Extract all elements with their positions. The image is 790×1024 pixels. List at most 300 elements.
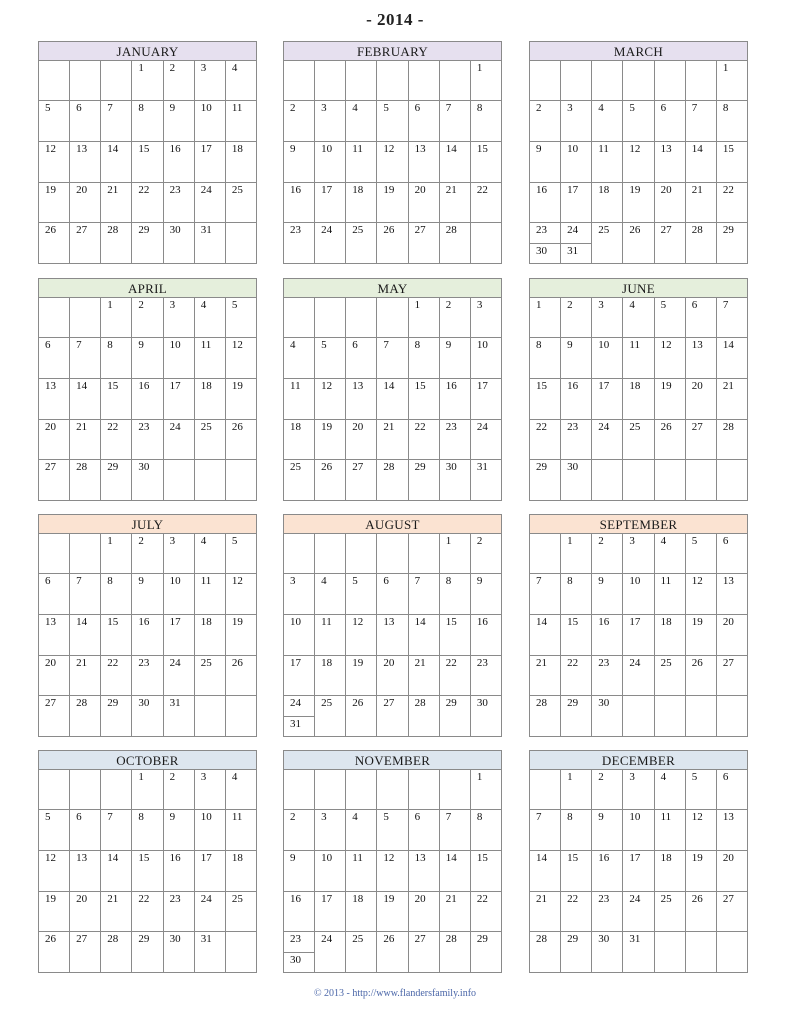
day-number: 20 — [76, 184, 88, 196]
month-header: DECEMBER — [529, 750, 748, 770]
day-cell — [561, 338, 592, 379]
day-number: 6 — [76, 811, 82, 823]
day-cell — [39, 534, 70, 574]
day-cell — [284, 932, 315, 973]
day-number: 16 — [169, 143, 181, 155]
day-number: 8 — [536, 339, 542, 351]
month-december — [529, 750, 748, 973]
day-number: 14 — [445, 143, 457, 155]
day-cell — [226, 101, 257, 142]
day-number: 10 — [476, 339, 488, 351]
day-number: 29 — [138, 224, 150, 236]
day-cell — [226, 932, 257, 973]
day-number: 3 — [321, 102, 327, 114]
day-number: 7 — [76, 339, 82, 351]
day-number: 15 — [476, 143, 488, 155]
day-cell — [70, 460, 101, 501]
day-cell — [592, 142, 623, 183]
day-grid — [283, 534, 502, 737]
day-cell — [530, 223, 561, 264]
day-number: 16 — [567, 380, 579, 392]
day-number: 11 — [321, 616, 332, 628]
day-cell — [717, 810, 748, 851]
day-cell — [409, 142, 440, 183]
day-number: 20 — [414, 893, 426, 905]
day-cell — [284, 420, 315, 460]
day-cell — [70, 223, 101, 264]
day-number: 13 — [722, 811, 734, 823]
day-cell — [284, 810, 315, 851]
day-number: 27 — [76, 224, 88, 236]
day-cell — [409, 932, 440, 973]
day-cell — [39, 892, 70, 932]
day-number: 5 — [231, 299, 238, 311]
day-number: 2 — [169, 771, 176, 783]
day-number: 31 — [169, 697, 181, 709]
day-number: 16 — [445, 380, 457, 392]
day-cell — [655, 101, 686, 142]
day-number: 12 — [383, 852, 395, 864]
day-cell — [226, 379, 257, 420]
day-number: 9 — [138, 339, 144, 351]
day-cell — [39, 101, 70, 142]
day-cell — [70, 656, 101, 696]
day-cell — [561, 460, 592, 501]
day-cell — [377, 183, 408, 223]
month-header: FEBRUARY — [283, 41, 502, 61]
day-number: 1 — [445, 535, 452, 547]
day-number: 21 — [691, 184, 703, 196]
day-cell — [686, 892, 717, 932]
day-number: 4 — [598, 102, 604, 114]
day-cell — [471, 338, 502, 379]
day-number: 30 — [169, 933, 181, 945]
month-header: JUNE — [529, 278, 748, 298]
day-cell — [717, 851, 748, 892]
day-cell — [315, 851, 346, 892]
day-cell — [195, 61, 226, 101]
day-number: 3 — [200, 771, 207, 783]
day-cell — [164, 183, 195, 223]
day-number: 20 — [45, 657, 56, 669]
day-cell — [717, 460, 748, 501]
day-cell — [717, 61, 748, 101]
day-number: 26 — [352, 697, 364, 709]
day-number: 28 — [691, 224, 703, 236]
day-number: 28 — [107, 933, 119, 945]
day-cell — [592, 932, 623, 973]
day-cell — [101, 656, 132, 696]
day-number: 17 — [169, 380, 181, 392]
day-cell — [132, 615, 163, 656]
day-cell — [686, 101, 717, 142]
day-number: 8 — [567, 811, 573, 823]
day-cell — [717, 892, 748, 932]
day-cell — [346, 932, 377, 973]
day-cell — [101, 379, 132, 420]
day-cell — [377, 379, 408, 420]
day-cell — [164, 851, 195, 892]
day-cell — [70, 696, 101, 737]
day-number: 15 — [138, 852, 150, 864]
day-cell — [195, 696, 226, 737]
day-cell — [315, 615, 346, 656]
day-cell — [315, 534, 346, 574]
day-cell — [132, 298, 163, 338]
day-cell — [164, 770, 195, 810]
day-cell — [717, 142, 748, 183]
day-cell — [70, 810, 101, 851]
day-cell — [195, 460, 226, 501]
day-cell — [39, 379, 70, 420]
day-cell — [623, 298, 654, 338]
day-number: 13 — [45, 380, 56, 392]
day-cell — [409, 574, 440, 615]
day-number: 1 — [567, 771, 573, 783]
day-number: 21 — [76, 657, 88, 669]
day-cell — [655, 338, 686, 379]
day-cell — [655, 810, 686, 851]
day-number: 24 — [321, 933, 333, 945]
day-number: 17 — [476, 380, 488, 392]
day-number: 27 — [660, 224, 672, 236]
month-september — [529, 514, 748, 737]
day-number: 15 — [138, 143, 150, 155]
day-cell — [561, 656, 592, 696]
day-number: 10 — [321, 852, 333, 864]
day-number: 6 — [414, 811, 421, 823]
day-number: 3 — [169, 535, 176, 547]
day-cell — [655, 420, 686, 460]
day-number: 11 — [231, 102, 243, 114]
day-cell — [440, 810, 471, 851]
day-cell — [655, 574, 686, 615]
day-number: 8 — [107, 575, 113, 587]
day-grid — [38, 298, 257, 501]
day-grid — [38, 61, 257, 264]
day-cell — [315, 223, 346, 264]
day-number: 9 — [536, 143, 542, 155]
day-cell — [717, 656, 748, 696]
day-cell — [377, 223, 408, 264]
day-number: 27 — [352, 461, 364, 473]
day-cell — [346, 142, 377, 183]
day-grid — [529, 61, 748, 264]
day-number: 7 — [445, 102, 452, 114]
month-march — [529, 41, 748, 264]
day-number: 19 — [321, 421, 333, 433]
day-cell — [164, 460, 195, 501]
day-cell — [471, 101, 502, 142]
day-cell — [164, 810, 195, 851]
day-cell — [70, 142, 101, 183]
day-grid — [283, 770, 502, 973]
day-cell — [346, 696, 377, 737]
day-number: 2 — [536, 102, 542, 114]
day-number: 4 — [660, 535, 667, 547]
day-cell — [717, 420, 748, 460]
day-cell — [315, 574, 346, 615]
day-number: 31 — [561, 243, 591, 264]
day-cell — [132, 696, 163, 737]
day-number: 24 — [567, 224, 579, 236]
day-cell — [409, 338, 440, 379]
day-cell — [101, 851, 132, 892]
day-number: 14 — [107, 852, 119, 864]
day-number: 12 — [383, 143, 395, 155]
day-cell — [315, 101, 346, 142]
day-cell — [101, 534, 132, 574]
day-number: 19 — [629, 184, 641, 196]
day-cell — [195, 932, 226, 973]
day-number: 6 — [722, 771, 729, 783]
day-number: 14 — [76, 380, 88, 392]
day-cell — [440, 770, 471, 810]
day-cell — [623, 892, 654, 932]
day-number: 12 — [352, 616, 364, 628]
day-number: 11 — [660, 575, 672, 587]
day-number: 27 — [691, 421, 703, 433]
day-number: 5 — [691, 535, 698, 547]
day-number: 22 — [567, 893, 579, 905]
day-cell — [717, 574, 748, 615]
day-cell — [686, 696, 717, 737]
day-number: 29 — [107, 697, 119, 709]
day-number: 11 — [200, 575, 212, 587]
day-cell — [284, 223, 315, 264]
day-cell — [377, 61, 408, 101]
day-cell — [530, 142, 561, 183]
day-cell — [409, 696, 440, 737]
day-number: 24 — [169, 657, 181, 669]
day-number: 2 — [290, 102, 296, 114]
day-cell — [655, 696, 686, 737]
day-number: 29 — [536, 461, 547, 473]
day-number: 19 — [45, 893, 56, 905]
day-number: 12 — [321, 380, 333, 392]
day-number: 10 — [321, 143, 333, 155]
day-cell — [409, 298, 440, 338]
day-number: 29 — [722, 224, 734, 236]
day-number: 28 — [445, 933, 457, 945]
day-number: 6 — [352, 339, 358, 351]
day-cell — [530, 379, 561, 420]
day-cell — [315, 420, 346, 460]
day-number: 20 — [45, 421, 56, 433]
day-number: 3 — [169, 299, 176, 311]
day-number: 20 — [660, 184, 672, 196]
day-grid — [38, 770, 257, 973]
day-number: 18 — [231, 852, 243, 864]
day-number: 5 — [629, 102, 635, 114]
day-cell — [315, 61, 346, 101]
day-number: 26 — [660, 421, 672, 433]
day-number: 14 — [536, 616, 547, 628]
day-number: 29 — [414, 461, 426, 473]
day-number: 1 — [722, 62, 729, 74]
day-number: 23 — [290, 933, 301, 945]
day-cell — [284, 338, 315, 379]
day-cell — [686, 298, 717, 338]
day-number: 30 — [530, 243, 560, 264]
day-number: 10 — [598, 339, 610, 351]
day-cell — [315, 338, 346, 379]
day-cell — [284, 183, 315, 223]
day-number: 1 — [476, 771, 483, 783]
day-cell — [592, 101, 623, 142]
day-cell — [409, 420, 440, 460]
day-cell — [592, 460, 623, 501]
day-cell — [561, 892, 592, 932]
day-grid — [529, 770, 748, 973]
day-cell — [39, 932, 70, 973]
day-number: 17 — [290, 657, 301, 669]
day-cell — [530, 338, 561, 379]
day-number: 28 — [76, 461, 88, 473]
day-number: 19 — [660, 380, 672, 392]
day-number: 16 — [476, 616, 488, 628]
day-cell — [164, 338, 195, 379]
day-cell — [592, 574, 623, 615]
day-cell — [226, 574, 257, 615]
day-cell — [440, 223, 471, 264]
day-cell — [164, 142, 195, 183]
day-number: 19 — [231, 380, 243, 392]
day-cell — [686, 574, 717, 615]
day-number: 21 — [414, 657, 426, 669]
day-cell — [164, 61, 195, 101]
day-cell — [101, 810, 132, 851]
day-cell — [377, 460, 408, 501]
day-cell — [101, 574, 132, 615]
day-cell — [39, 223, 70, 264]
day-number: 24 — [629, 893, 641, 905]
day-cell — [226, 142, 257, 183]
day-number: 16 — [290, 184, 301, 196]
day-number: 23 — [169, 184, 181, 196]
day-cell — [164, 574, 195, 615]
month-header: NOVEMBER — [283, 750, 502, 770]
day-number: 9 — [138, 575, 144, 587]
day-number: 5 — [321, 339, 327, 351]
day-number: 25 — [200, 421, 212, 433]
month-header: JULY — [38, 514, 257, 534]
day-cell — [530, 534, 561, 574]
day-number: 25 — [352, 933, 364, 945]
day-cell — [226, 615, 257, 656]
day-cell — [471, 574, 502, 615]
day-number: 2 — [476, 535, 483, 547]
day-cell — [70, 932, 101, 973]
day-cell — [346, 61, 377, 101]
day-cell — [623, 379, 654, 420]
day-cell — [686, 142, 717, 183]
day-number: 13 — [352, 380, 364, 392]
day-cell — [377, 851, 408, 892]
day-cell — [655, 534, 686, 574]
day-number: 9 — [567, 339, 573, 351]
day-number: 7 — [383, 339, 389, 351]
day-number: 6 — [722, 535, 729, 547]
day-cell — [132, 379, 163, 420]
day-cell — [284, 534, 315, 574]
month-header: AUGUST — [283, 514, 502, 534]
day-cell — [655, 460, 686, 501]
day-cell — [409, 61, 440, 101]
day-number: 18 — [200, 380, 212, 392]
day-number: 22 — [138, 893, 150, 905]
day-number: 15 — [445, 616, 457, 628]
day-number: 3 — [200, 62, 207, 74]
day-cell — [346, 615, 377, 656]
day-number: 10 — [169, 339, 181, 351]
day-cell — [592, 298, 623, 338]
day-cell — [132, 810, 163, 851]
day-cell — [561, 183, 592, 223]
day-cell — [530, 574, 561, 615]
day-cell — [226, 656, 257, 696]
day-number: 17 — [629, 852, 641, 864]
day-number: 29 — [567, 933, 579, 945]
day-number: 26 — [321, 461, 333, 473]
day-number: 26 — [45, 933, 56, 945]
day-number: 15 — [107, 616, 119, 628]
day-cell — [226, 338, 257, 379]
day-number: 20 — [722, 852, 734, 864]
day-cell — [164, 420, 195, 460]
day-cell — [39, 770, 70, 810]
day-number: 7 — [722, 299, 729, 311]
day-cell — [655, 183, 686, 223]
day-cell — [561, 615, 592, 656]
calendar-title: - 2014 - — [366, 10, 424, 29]
day-number: 11 — [352, 143, 363, 155]
day-cell — [101, 142, 132, 183]
day-cell — [284, 615, 315, 656]
day-cell — [717, 932, 748, 973]
day-cell — [195, 298, 226, 338]
day-number: 14 — [722, 339, 734, 351]
day-number: 7 — [691, 102, 698, 114]
day-number: 26 — [231, 657, 243, 669]
day-cell — [623, 770, 654, 810]
day-cell — [346, 656, 377, 696]
day-cell — [315, 696, 346, 737]
day-cell — [226, 696, 257, 737]
day-number: 16 — [290, 893, 301, 905]
day-number: 20 — [722, 616, 734, 628]
day-number: 15 — [567, 852, 579, 864]
day-cell — [284, 770, 315, 810]
day-number: 17 — [567, 184, 579, 196]
day-number: 23 — [290, 224, 301, 236]
day-cell — [195, 420, 226, 460]
day-cell — [226, 534, 257, 574]
day-cell — [70, 101, 101, 142]
day-cell — [132, 420, 163, 460]
day-number: 16 — [169, 852, 181, 864]
day-number: 2 — [169, 62, 176, 74]
day-number: 3 — [290, 575, 296, 587]
day-number: 27 — [383, 697, 395, 709]
day-cell — [132, 338, 163, 379]
day-cell — [284, 379, 315, 420]
day-number: 10 — [169, 575, 181, 587]
day-cell — [346, 338, 377, 379]
day-number: 15 — [476, 852, 488, 864]
day-cell — [530, 656, 561, 696]
day-cell — [70, 851, 101, 892]
